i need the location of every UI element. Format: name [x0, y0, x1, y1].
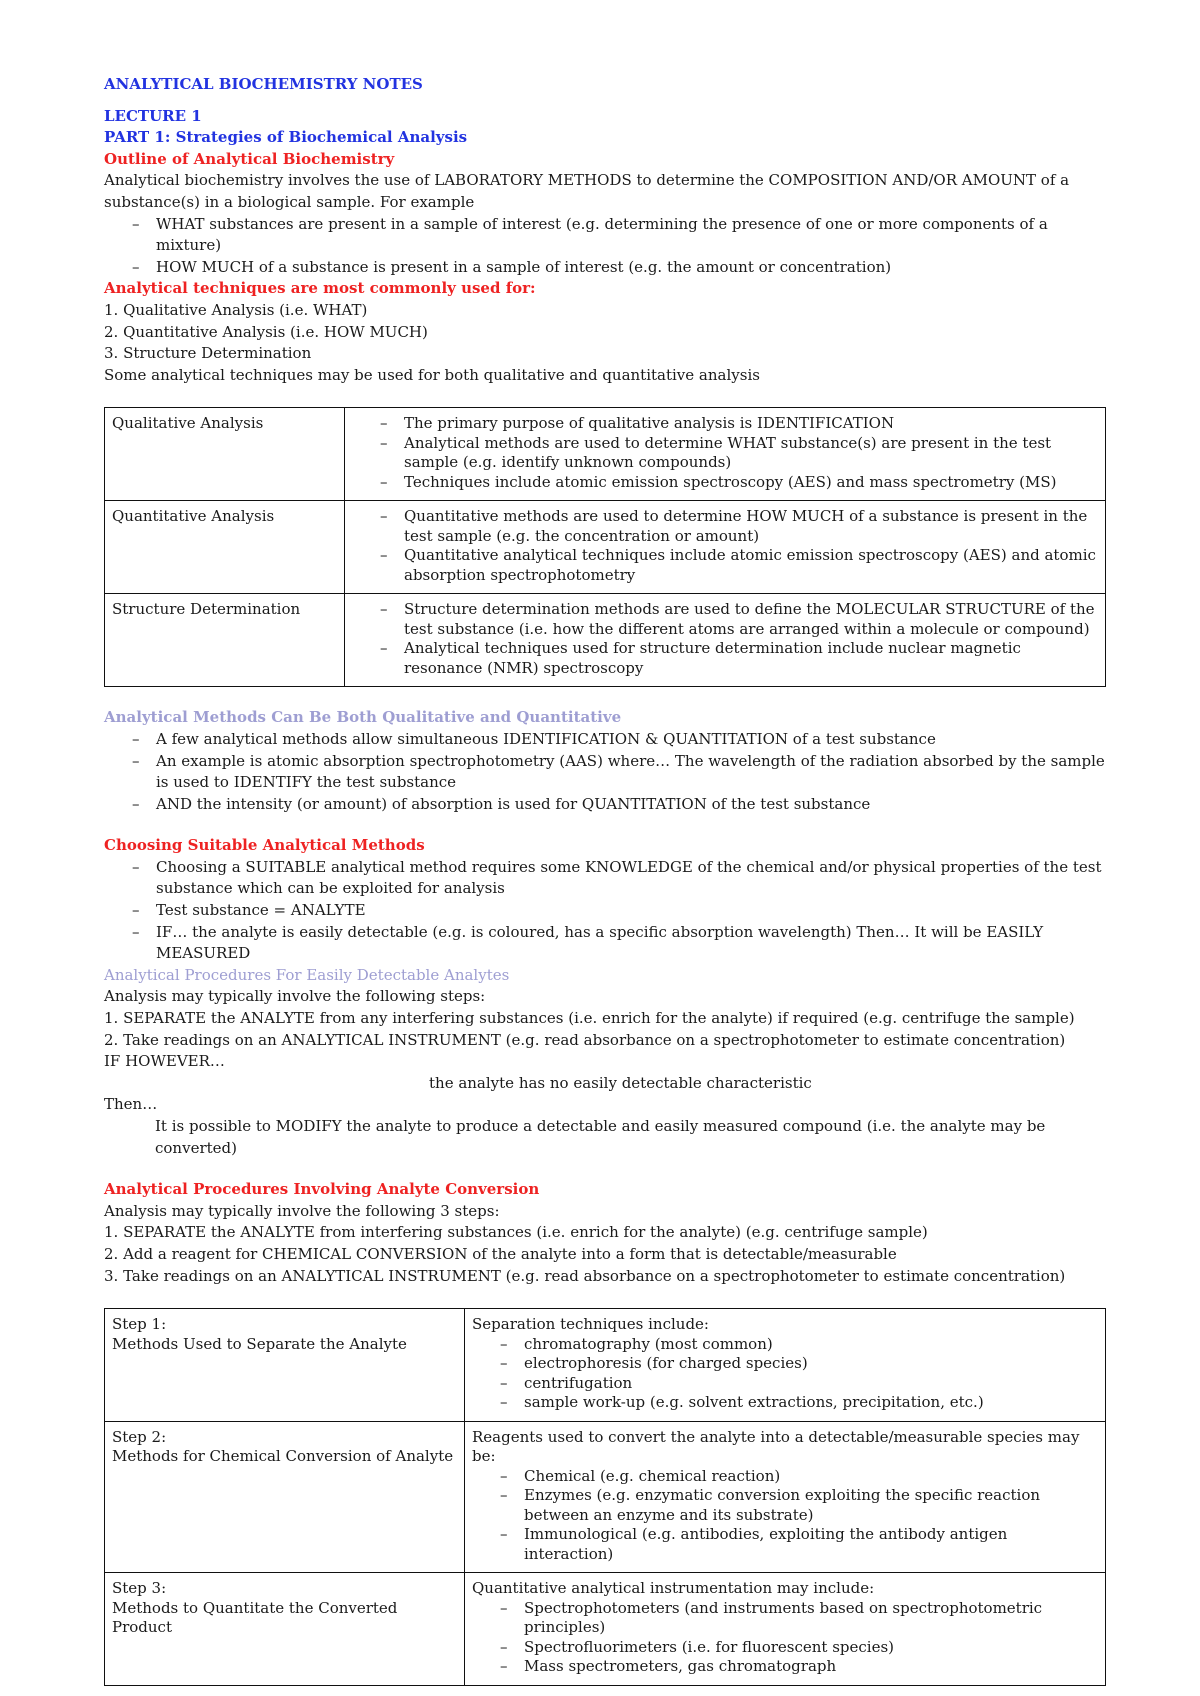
table-row: [105, 1421, 1106, 1573]
list-item: – Spectrofluorimeters (i.e. for fluorescent species): [500, 1638, 1098, 1658]
part-heading: PART 1: Strategies of Biochemical Analysis: [104, 128, 468, 147]
step-intro: Quantitative analytical instrumentation may include:: [472, 1579, 875, 1598]
list-item: – Immunological (e.g. antibodies, exploiting the antibody antigen interaction): [500, 1525, 1098, 1564]
outline-list: [104, 214, 1106, 279]
table-cell-label: [105, 1309, 465, 1422]
list-item: – An example is atomic absorption spectrophotometry (AAS) where… The wavelength of the radiation absorbed by the sample is used to IDENTIFY the test substance: [132, 751, 1106, 794]
list-item: – Quantitative methods are used to determine HOW MUCH of a substance is present in the test sample (e.g. the concentration or amount): [380, 507, 1098, 546]
uses-note: Some analytical techniques may be used for both qualitative and quantitative analysis: [104, 365, 760, 384]
choosing-list: [104, 857, 1106, 965]
list-item: – HOW MUCH of a substance is present in a sample of interest (e.g. the amount or concentration): [132, 257, 1106, 279]
table-cell-content: [465, 1573, 1106, 1686]
list-item: – IF… the analyte is easily detectable (e.g. is coloured, has a specific absorption wavelength) Then… It will be EASILY MEASURED: [132, 922, 1106, 965]
document-page: [104, 74, 1106, 1686]
choosing-heading: Choosing Suitable Analytical Methods: [104, 836, 425, 855]
easy-line: IF HOWEVER…: [104, 1052, 225, 1071]
list-item: – sample work-up (e.g. solvent extractions, precipitation, etc.): [500, 1393, 1098, 1413]
table-row: [105, 501, 1106, 594]
uses-item: 3. Structure Determination: [104, 344, 312, 363]
list-item: – Test substance = ANALYTE: [132, 900, 1106, 922]
uses-item: 2. Quantitative Analysis (i.e. HOW MUCH): [104, 322, 428, 341]
table-row: [105, 408, 1106, 501]
table-cell-label: [105, 1421, 465, 1573]
conversion-steps-table: [104, 1308, 1106, 1686]
easy-heading: Analytical Procedures For Easily Detectable Analytes: [104, 965, 510, 984]
easy-then: Then…: [104, 1095, 158, 1114]
list-item: – WHAT substances are present in a sample of interest (e.g. determining the presence of one or more components of a mixture): [132, 214, 1106, 257]
conversion-line: 1. SEPARATE the ANALYTE from interfering substances (i.e. enrich for the analyte) (e.g. centrifuge sample): [104, 1223, 928, 1242]
outline-intro: Analytical biochemistry involves the use of LABORATORY METHODS to determine the COMPOSITION AND/OR AMOUNT of a substance(s) in a biological sample. For example: [104, 171, 1070, 211]
analysis-types-table: [104, 407, 1106, 687]
easy-centered: the analyte has no easily detectable characteristic: [429, 1073, 812, 1092]
easy-line: 1. SEPARATE the ANALYTE from any interfering substances (i.e. enrich for the analyte) if required (e.g. centrifuge the sample): [104, 1009, 1075, 1028]
conversion-heading: Analytical Procedures Involving Analyte Conversion: [104, 1180, 540, 1199]
step-number: Step 2:: [112, 1427, 167, 1446]
table-cell-label: Structure Determination: [105, 594, 345, 687]
list-item: – The primary purpose of qualitative analysis is IDENTIFICATION: [380, 414, 1098, 434]
step-intro: Separation techniques include:: [472, 1315, 709, 1334]
list-item: – chromatography (most common): [500, 1335, 1098, 1355]
list-item: – A few analytical methods allow simultaneous IDENTIFICATION & QUANTITATION of a test substance: [132, 729, 1106, 751]
list-item: – Enzymes (e.g. enzymatic conversion exploiting the specific reaction between an enzyme and its substrate): [500, 1486, 1098, 1525]
list-item: – Quantitative analytical techniques include atomic emission spectroscopy (AES) and atomic absorption spectrophotometry: [380, 546, 1098, 585]
step-label: Methods for Chemical Conversion of Analyte: [112, 1447, 454, 1466]
step-number: Step 1:: [112, 1315, 167, 1334]
step-label: Methods to Quantitate the Converted Product: [112, 1598, 398, 1637]
table-cell-content: [345, 594, 1106, 687]
list-item: – Chemical (e.g. chemical reaction): [500, 1467, 1098, 1487]
conversion-line: 2. Add a reagent for CHEMICAL CONVERSION of the analyte into a form that is detectable/measurable: [104, 1244, 897, 1263]
list-item: – Mass spectrometers, gas chromatograph: [500, 1657, 1098, 1677]
both-list: [104, 729, 1106, 815]
table-cell-content: [345, 501, 1106, 594]
table-cell-content: [465, 1309, 1106, 1422]
list-item: – Analytical techniques used for structure determination include nuclear magnetic resonance (NMR) spectroscopy: [380, 639, 1098, 678]
table-row: [105, 1309, 1106, 1422]
list-item: – Analytical methods are used to determine WHAT substance(s) are present in the test sample (e.g. identify unknown compounds): [380, 434, 1098, 473]
table-cell-content: [345, 408, 1106, 501]
table-cell-label: [105, 1573, 465, 1686]
conversion-line: Analysis may typically involve the following 3 steps:: [104, 1201, 500, 1220]
list-item: – Structure determination methods are used to define the MOLECULAR STRUCTURE of the test substance (i.e. how the different atoms are arranged within a molecule or compound): [380, 600, 1098, 639]
step-label: Methods Used to Separate the Analyte: [112, 1334, 407, 1353]
list-item: – Spectrophotometers (and instruments based on spectrophotometric principles): [500, 1599, 1098, 1638]
easy-indented: It is possible to MODIFY the analyte to produce a detectable and easily measured compound (i.e. the analyte may be converted): [155, 1117, 1046, 1157]
list-item: – Choosing a SUITABLE analytical method requires some KNOWLEDGE of the chemical and/or physical properties of the test substance which can be exploited for analysis: [132, 857, 1106, 900]
uses-heading: Analytical techniques are most commonly used for:: [104, 279, 536, 298]
easy-line: Analysis may typically involve the following steps:: [104, 987, 486, 1006]
easy-line: 2. Take readings on an ANALYTICAL INSTRUMENT (e.g. read absorbance on a spectrophotometer to estimate concentration): [104, 1030, 1066, 1049]
table-cell-label: Qualitative Analysis: [105, 408, 345, 501]
lecture-label: LECTURE 1: [104, 106, 202, 125]
uses-item: 1. Qualitative Analysis (i.e. WHAT): [104, 300, 368, 319]
step-intro: Reagents used to convert the analyte into a detectable/measurable species may be:: [472, 1427, 1080, 1466]
table-cell-label: Quantitative Analysis: [105, 501, 345, 594]
conversion-line: 3. Take readings on an ANALYTICAL INSTRUMENT (e.g. read absorbance on a spectrophotometer to estimate concentration): [104, 1266, 1066, 1285]
table-row: [105, 1573, 1106, 1686]
list-item: – AND the intensity (or amount) of absorption is used for QUANTITATION of the test substance: [132, 794, 1106, 816]
both-heading: Analytical Methods Can Be Both Qualitative and Quantitative: [104, 708, 622, 727]
table-row: [105, 594, 1106, 687]
table-cell-content: [465, 1421, 1106, 1573]
list-item: – centrifugation: [500, 1374, 1098, 1394]
list-item: – Techniques include atomic emission spectroscopy (AES) and mass spectrometry (MS): [380, 473, 1098, 493]
document-title: ANALYTICAL BIOCHEMISTRY NOTES: [104, 75, 423, 93]
outline-heading: Outline of Analytical Biochemistry: [104, 149, 395, 168]
list-item: – electrophoresis (for charged species): [500, 1354, 1098, 1374]
step-number: Step 3:: [112, 1579, 167, 1598]
